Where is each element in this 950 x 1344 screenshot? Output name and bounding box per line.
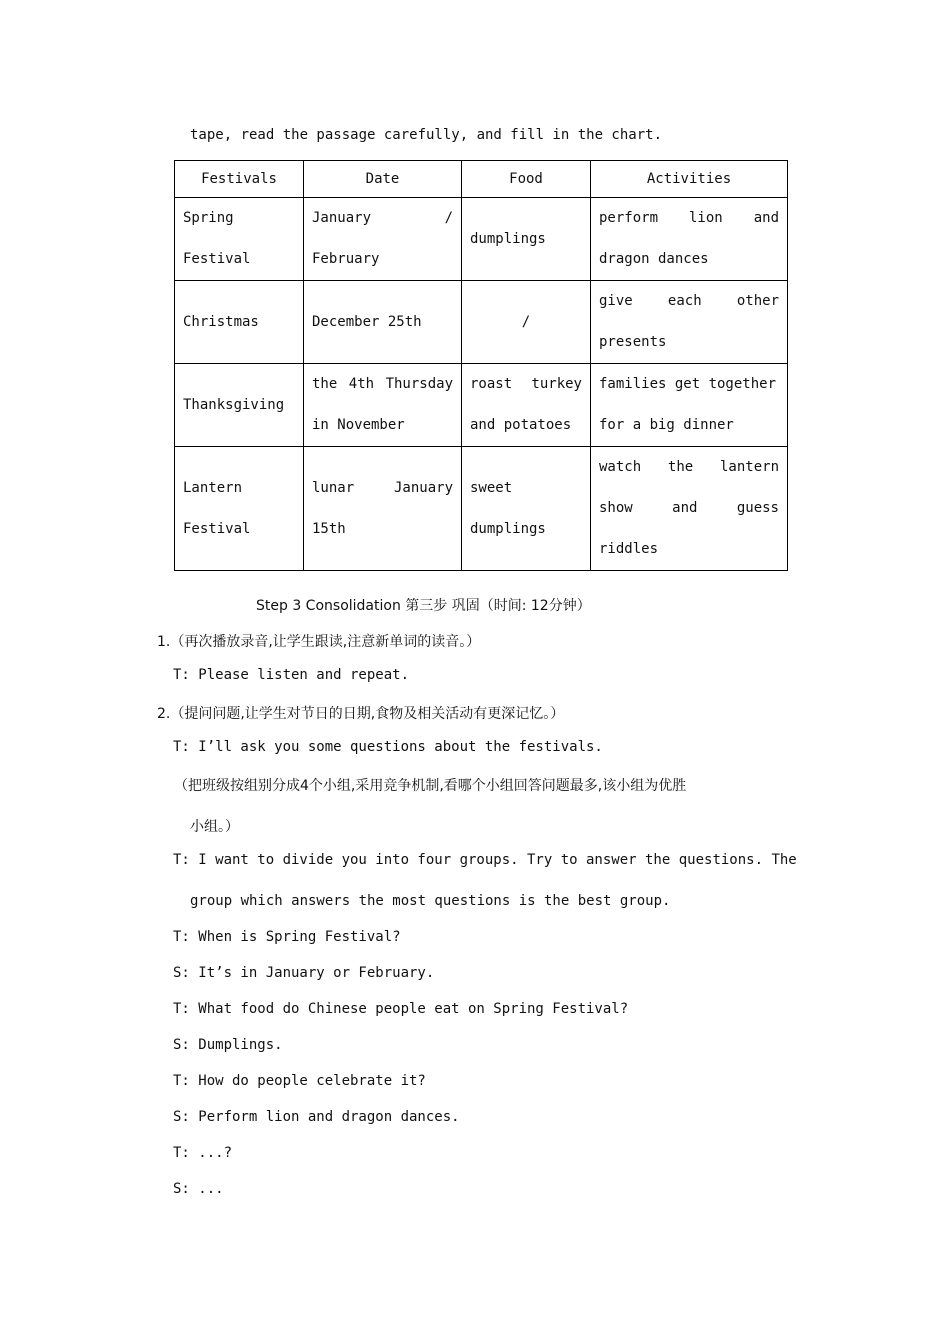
header-activities: Activities (591, 161, 788, 198)
step3-heading: Step 3 Consolidation 第三步 巩固（时间: 12分钟） (256, 598, 591, 614)
cell-date: December 25th (304, 281, 462, 364)
header-food: Food (462, 161, 591, 198)
chart-header-row (175, 161, 788, 198)
dialogue-line: S: It’s in January or February. (173, 965, 435, 981)
item2-line2-b: group which answers the most questions is the best group. (190, 893, 671, 909)
dialogue-line: S: ... (173, 1181, 224, 1197)
item2-note2-b: 小组。） (190, 819, 239, 835)
dialogue-line: S: Perform lion and dragon dances. (173, 1109, 460, 1125)
item2-note-text: （提问问题,让学生对节日的日期,食物及相关活动有更深记忆。） (170, 706, 565, 722)
table-row (175, 281, 788, 364)
item2-line2-a: T: I want to divide you into four groups. Try to answer the questions. The (173, 852, 797, 868)
festival-chart (174, 160, 788, 571)
item1-note-text: （再次播放录音,让学生跟读,注意新单词的读音。） (170, 634, 481, 650)
item2-note (157, 703, 564, 723)
item1-number: 1. (157, 634, 171, 650)
header-festivals: Festivals (175, 161, 304, 198)
item1-line: T: Please listen and repeat. (173, 667, 410, 683)
table-row (175, 364, 788, 447)
cell-activities: families get together for a big dinner (591, 364, 788, 447)
dialogue-line: T: How do people celebrate it? (173, 1073, 426, 1089)
cell-festival: Christmas (175, 281, 304, 364)
cell-date: lunar January 15th (304, 447, 462, 571)
item2-line: T: I’ll ask you some questions about the festivals. (173, 739, 603, 755)
cell-festival: Thanksgiving (175, 364, 304, 447)
dialogue-line: T: ...? (173, 1145, 233, 1161)
item2-note2-a: （把班级按组别分成4个小组,采用竞争机制,看哪个小组回答问题最多,该小组为优胜 (174, 778, 687, 794)
cell-food: dumplings (462, 198, 591, 281)
cell-food: / (462, 281, 591, 364)
table-row (175, 198, 788, 281)
cell-activities: give each other presents (591, 281, 788, 364)
cell-food: roast turkey and potatoes (462, 364, 591, 447)
cell-date: January / February (304, 198, 462, 281)
item2-number: 2. (157, 706, 171, 722)
cell-date: the 4th Thursday in November (304, 364, 462, 447)
cell-food: sweet dumplings (462, 447, 591, 571)
cell-activities: perform lion and dragon dances (591, 198, 788, 281)
dialogue-line: T: What food do Chinese people eat on Spring Festival? (173, 1001, 629, 1017)
cell-festival: Lantern Festival (175, 447, 304, 571)
table-row (175, 447, 788, 571)
chart-instruction: tape, read the passage carefully, and fill in the chart. (190, 127, 663, 143)
dialogue-line: S: Dumplings. (173, 1037, 283, 1053)
cell-festival: Spring Festival (175, 198, 304, 281)
dialogue-line: T: When is Spring Festival? (173, 929, 401, 945)
item1-note (157, 631, 480, 651)
header-date: Date (304, 161, 462, 198)
cell-activities: watch the lantern show and guess riddles (591, 447, 788, 571)
